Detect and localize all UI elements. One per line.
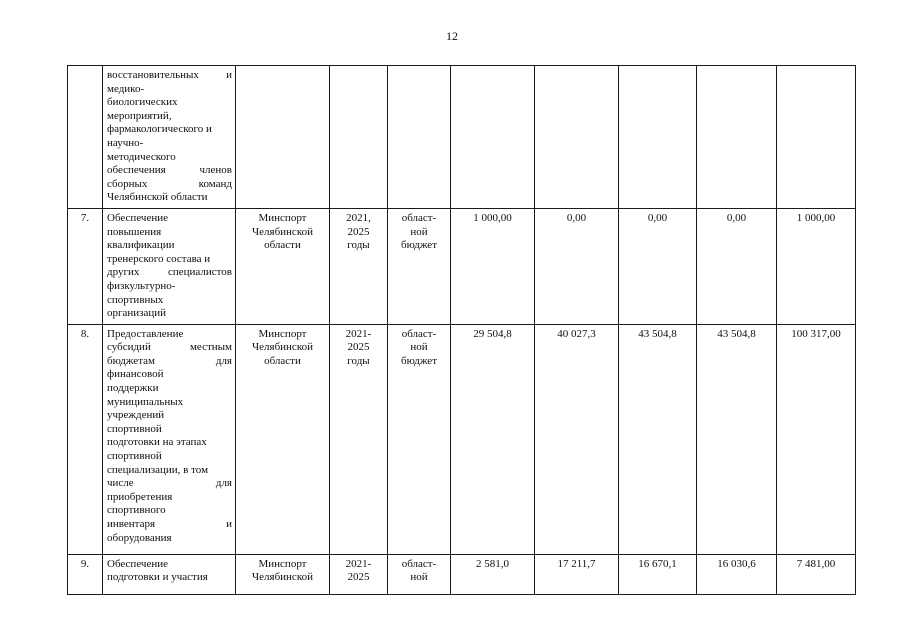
text-line: поддержки [107, 382, 159, 395]
amount-cell: 0,00 [535, 208, 619, 324]
text-line: биологических [107, 96, 178, 109]
line-word: субсидий [107, 341, 151, 354]
activity-name-cell [103, 66, 236, 209]
text-line: методического [107, 150, 176, 163]
amount-cell: 17 211,7 [535, 554, 619, 594]
responsible-executor-cell [236, 554, 330, 594]
row-number-cell [68, 66, 103, 209]
amount-cell: 0,00 [697, 208, 777, 324]
text-line: 2025 [347, 341, 370, 354]
justified-line [107, 341, 232, 355]
line-word: местным [189, 341, 232, 354]
line-word: специалистов [167, 266, 232, 279]
text-line: подготовки на этапах [107, 436, 207, 449]
table-row [68, 66, 856, 209]
text-line: Минспорт [258, 557, 307, 570]
text-line: 2021, [346, 211, 371, 224]
amount-cell: 29 504,8 [451, 324, 535, 554]
justified-line [107, 518, 232, 532]
line-word: и [226, 69, 232, 81]
text-line: област- [401, 211, 437, 224]
text-line: област- [401, 557, 437, 570]
amount-cell: 43 504,8 [619, 324, 697, 554]
amount-cell: 100 317,00 [777, 324, 856, 554]
text-line: Челябинской [251, 341, 313, 354]
funding-source-cell [388, 554, 451, 594]
text-line: ной [410, 341, 428, 354]
text-line: мероприятий, [107, 109, 172, 122]
amount-cell: 2 581,0 [451, 554, 535, 594]
program-activities-table [67, 65, 856, 595]
text-line: области [264, 239, 301, 252]
amount-cell [777, 66, 856, 209]
text-line: ной [410, 225, 428, 238]
line-word: восстановительных [107, 69, 199, 81]
text-line: спортивной [107, 450, 162, 463]
text-line: Минспорт [258, 211, 307, 224]
term-cell [330, 324, 388, 554]
text-line: Челябинской [251, 225, 313, 238]
table-row [68, 554, 856, 594]
amount-cell [535, 66, 619, 209]
text-line: физкультурно- [107, 279, 176, 292]
activity-name-cell [103, 324, 236, 554]
page-number: 12 [446, 29, 458, 43]
funding-source-cell [388, 208, 451, 324]
text-line: 2021- [345, 327, 372, 340]
text-line: тренерского состава и [107, 252, 211, 265]
text-line: финансовой [107, 368, 164, 381]
text-line: Челябинской области [107, 191, 208, 204]
text-line: Обеспечение [107, 211, 168, 224]
text-line: квалификации [107, 239, 175, 252]
text-line: области [264, 354, 301, 367]
text-line: бюджет [401, 239, 437, 252]
term-cell [330, 66, 388, 209]
justified-line [107, 355, 232, 369]
amount-cell: 16 670,1 [619, 554, 697, 594]
term-cell [330, 554, 388, 594]
funding-source-cell [388, 324, 451, 554]
justified-line [107, 477, 232, 491]
justified-line [107, 178, 232, 192]
text-line: 2025 [347, 225, 370, 238]
amount-cell [619, 66, 697, 209]
responsible-executor-cell [236, 66, 330, 209]
text-line: ной [410, 571, 428, 584]
text-line: учреждений [107, 409, 165, 422]
justified-line [107, 69, 232, 83]
text-line: спортивных [107, 293, 164, 306]
text-line: организаций [107, 307, 167, 320]
text-line: специализации, в том [107, 463, 209, 476]
text-line: оборудования [107, 531, 172, 544]
activity-name-cell [103, 554, 236, 594]
text-line: медико- [107, 82, 145, 95]
text-line: 2021- [345, 557, 372, 570]
amount-cell [451, 66, 535, 209]
text-line: област- [401, 327, 437, 340]
line-word: для [215, 477, 232, 490]
text-line: бюджет [401, 354, 437, 367]
line-word: обеспечения [107, 164, 166, 177]
table-body [68, 66, 856, 595]
amount-cell [697, 66, 777, 209]
row-number-cell: 7. [68, 208, 103, 324]
text-line: подготовки и участия [107, 571, 208, 584]
responsible-executor-cell [236, 208, 330, 324]
text-line: научно- [107, 136, 144, 149]
funding-source-cell [388, 66, 451, 209]
amount-cell: 0,00 [619, 208, 697, 324]
amount-cell: 16 030,6 [697, 554, 777, 594]
text-line: муниципальных [107, 395, 184, 408]
line-word: числе [107, 477, 134, 490]
text-line: годы [347, 354, 370, 367]
text-line: спортивной [107, 422, 162, 435]
amount-cell: 43 504,8 [697, 324, 777, 554]
amount-cell: 7 481,00 [777, 554, 856, 594]
line-word: других [107, 266, 140, 279]
row-number-cell: 8. [68, 324, 103, 554]
line-word: инвентаря [107, 518, 156, 530]
text-line: 2025 [347, 571, 370, 584]
text-line: Предоставление [107, 327, 184, 340]
activity-name-cell [103, 208, 236, 324]
text-line: Обеспечение [107, 557, 168, 570]
text-line: Минспорт [258, 327, 307, 340]
line-word: команд [198, 177, 232, 190]
text-line: фармакологического и [107, 123, 212, 136]
amount-cell: 1 000,00 [451, 208, 535, 324]
table-row [68, 208, 856, 324]
term-cell [330, 208, 388, 324]
line-word: членов [199, 164, 232, 177]
row-number-cell: 9. [68, 554, 103, 594]
amount-cell: 1 000,00 [777, 208, 856, 324]
responsible-executor-cell [236, 324, 330, 554]
text-line: спортивного [107, 504, 166, 517]
text-line: приобретения [107, 490, 173, 503]
amount-cell: 40 027,3 [535, 324, 619, 554]
line-word: и [226, 518, 232, 530]
table-row [68, 324, 856, 554]
text-line: Челябинской [251, 571, 313, 584]
text-line: повышения [107, 225, 162, 238]
line-word: сборных [107, 177, 148, 190]
justified-line [107, 266, 232, 280]
text-line: годы [347, 239, 370, 252]
line-word: бюджетам [107, 354, 155, 367]
line-word: для [215, 354, 232, 367]
justified-line [107, 164, 232, 178]
